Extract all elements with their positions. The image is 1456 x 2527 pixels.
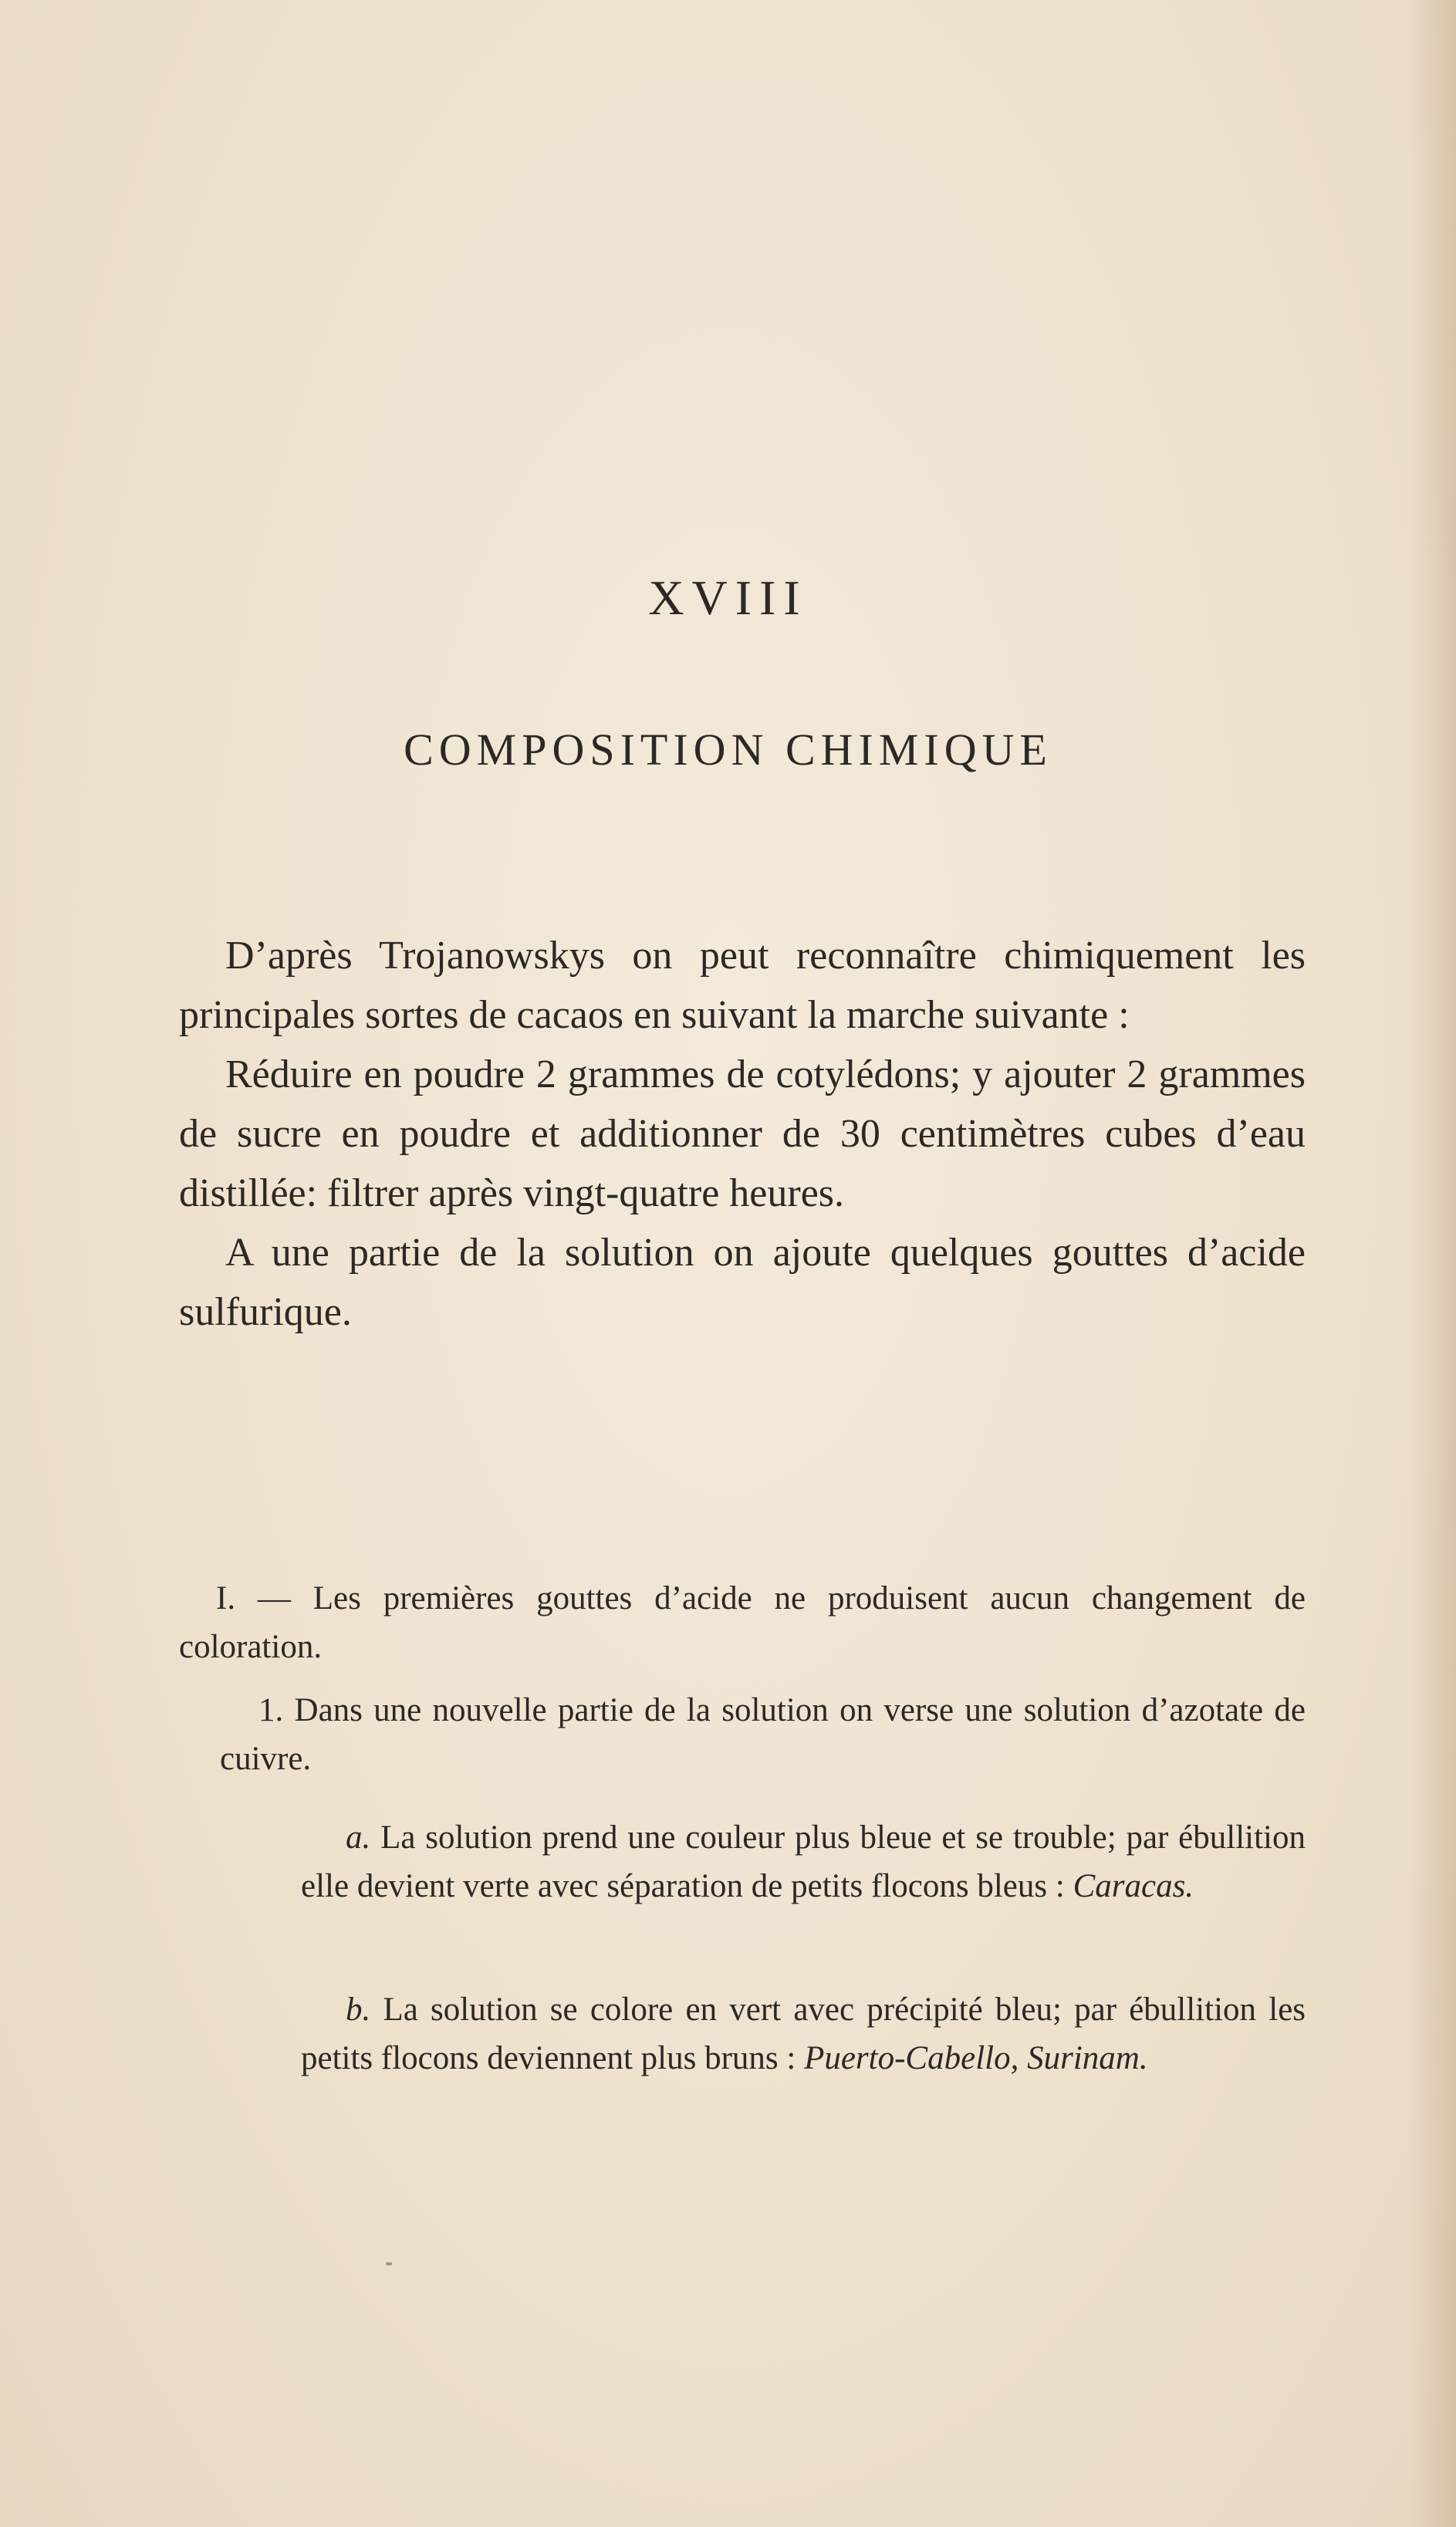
chapter-number: XVIII: [648, 570, 808, 625]
body-text: [179, 926, 1306, 1342]
page-edge-shadow: [1410, 0, 1456, 2527]
key-item-a: [301, 1813, 1306, 1910]
key-item-1-text: Les premières gouttes d’acide ne produisent aucun changement de coloration.: [179, 1580, 1306, 1665]
key-item-a-label: a.: [346, 1819, 371, 1856]
key-item-b: [301, 1985, 1306, 2083]
paragraph-acid: A une partie de la solution on ajoute quelques gouttes d’acide sulfurique.: [179, 1231, 1306, 1334]
key-item-b-result: Puerto-Cabello, Surinam.: [804, 2040, 1148, 2076]
key-item-1-1-label: 1.: [258, 1692, 284, 1728]
paragraph-intro: D’après Trojanowskys on peut reconnaître chimiquement les principales sortes de cacaos en suivant la marche suivante :: [179, 934, 1306, 1037]
key-item-1-label: I. —: [216, 1580, 291, 1617]
ink-speck: [386, 2262, 392, 2265]
key-item-1: [179, 1574, 1306, 1671]
key-item-b-text: La solution se colore en vert avec précipité bleu; par ébullition les petits flocons deviennent plus bruns :: [301, 1992, 1306, 2076]
key-item-1-1-text: Dans une nouvelle partie de la solution on verse une solution d’azotate de cuivre.: [220, 1692, 1306, 1777]
chapter-title: COMPOSITION CHIMIQUE: [404, 725, 1052, 775]
key-item-1-1: [220, 1686, 1306, 1783]
key-item-a-text: La solution prend une couleur plus bleue et se trouble; par ébullition elle devient verte avec séparation de petits flocons bleus :: [301, 1819, 1306, 1904]
key-item-b-label: b.: [346, 1992, 371, 2028]
key-item-a-result: Caracas.: [1073, 1868, 1194, 1904]
paragraph-procedure: Réduire en poudre 2 grammes de cotylédons; y ajouter 2 grammes de sucre en poudre et additionner de 30 centimètres cubes d’eau distillée: filtrer après vingt-quatre heures.: [179, 1052, 1306, 1215]
